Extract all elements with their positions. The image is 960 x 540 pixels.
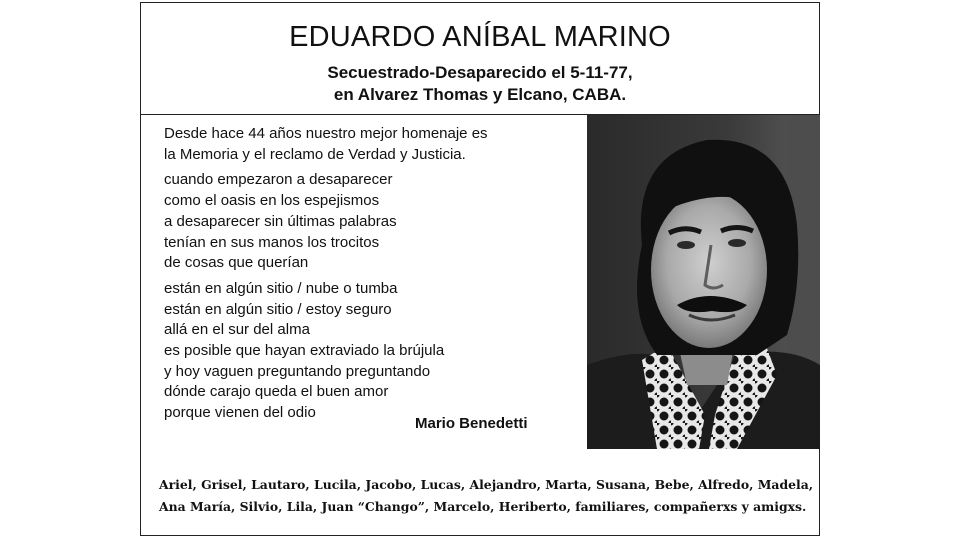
poem-line: porque vienen del odio bbox=[164, 404, 316, 422]
portrait-illustration bbox=[587, 115, 820, 449]
poem-line: como el oasis en los espejismos bbox=[164, 192, 380, 210]
poem-line: están en algún sitio / nube o tumba bbox=[164, 279, 398, 297]
poem-line: tenían en sus manos los trocitos bbox=[164, 233, 380, 251]
poem-line: de cosas que querían bbox=[164, 254, 309, 272]
memorial-notice bbox=[140, 2, 820, 536]
signatories bbox=[159, 474, 819, 518]
poem-line: dónde carajo queda el buen amor bbox=[164, 383, 389, 401]
poem-line: están en algún sitio / estoy seguro bbox=[164, 300, 392, 318]
poem-line: allá en el sur del alma bbox=[164, 321, 310, 339]
disappearance-date: Secuestrado-Desaparecido el 5-11-77, bbox=[327, 63, 633, 82]
person-name: EDUARDO ANÍBAL MARINO bbox=[289, 21, 671, 53]
poem-line: y hoy vaguen preguntando preguntando bbox=[164, 362, 431, 380]
disappearance-place: en Alvarez Thomas y Elcano, CABA. bbox=[333, 85, 627, 104]
poem-author: Mario Benedetti bbox=[415, 415, 528, 432]
poem-line: es posible que hayan extraviado la brújula bbox=[164, 342, 445, 360]
signatories-line: Ana María, Silvio, Lila, Juan “Chango”, Marcelo, Heriberto, familiares, compañerxs y amigxs. bbox=[159, 499, 807, 514]
portrait-photo bbox=[587, 115, 820, 449]
intro-line: Desde hace 44 años nuestro mejor homenaje es bbox=[164, 125, 488, 142]
poem-block bbox=[164, 124, 564, 424]
intro-line: la Memoria y el reclamo de Verdad y Justicia. bbox=[164, 145, 466, 163]
poem-line: cuando empezaron a desaparecer bbox=[164, 171, 393, 189]
notice-header bbox=[141, 3, 819, 115]
signatories-line: Ariel, Grisel, Lautaro, Lucila, Jacobo, Lucas, Alejandro, Marta, Susana, Bebe, Alfredo, Madela, bbox=[159, 477, 814, 492]
poem-line: a desaparecer sin últimas palabras bbox=[164, 212, 397, 230]
